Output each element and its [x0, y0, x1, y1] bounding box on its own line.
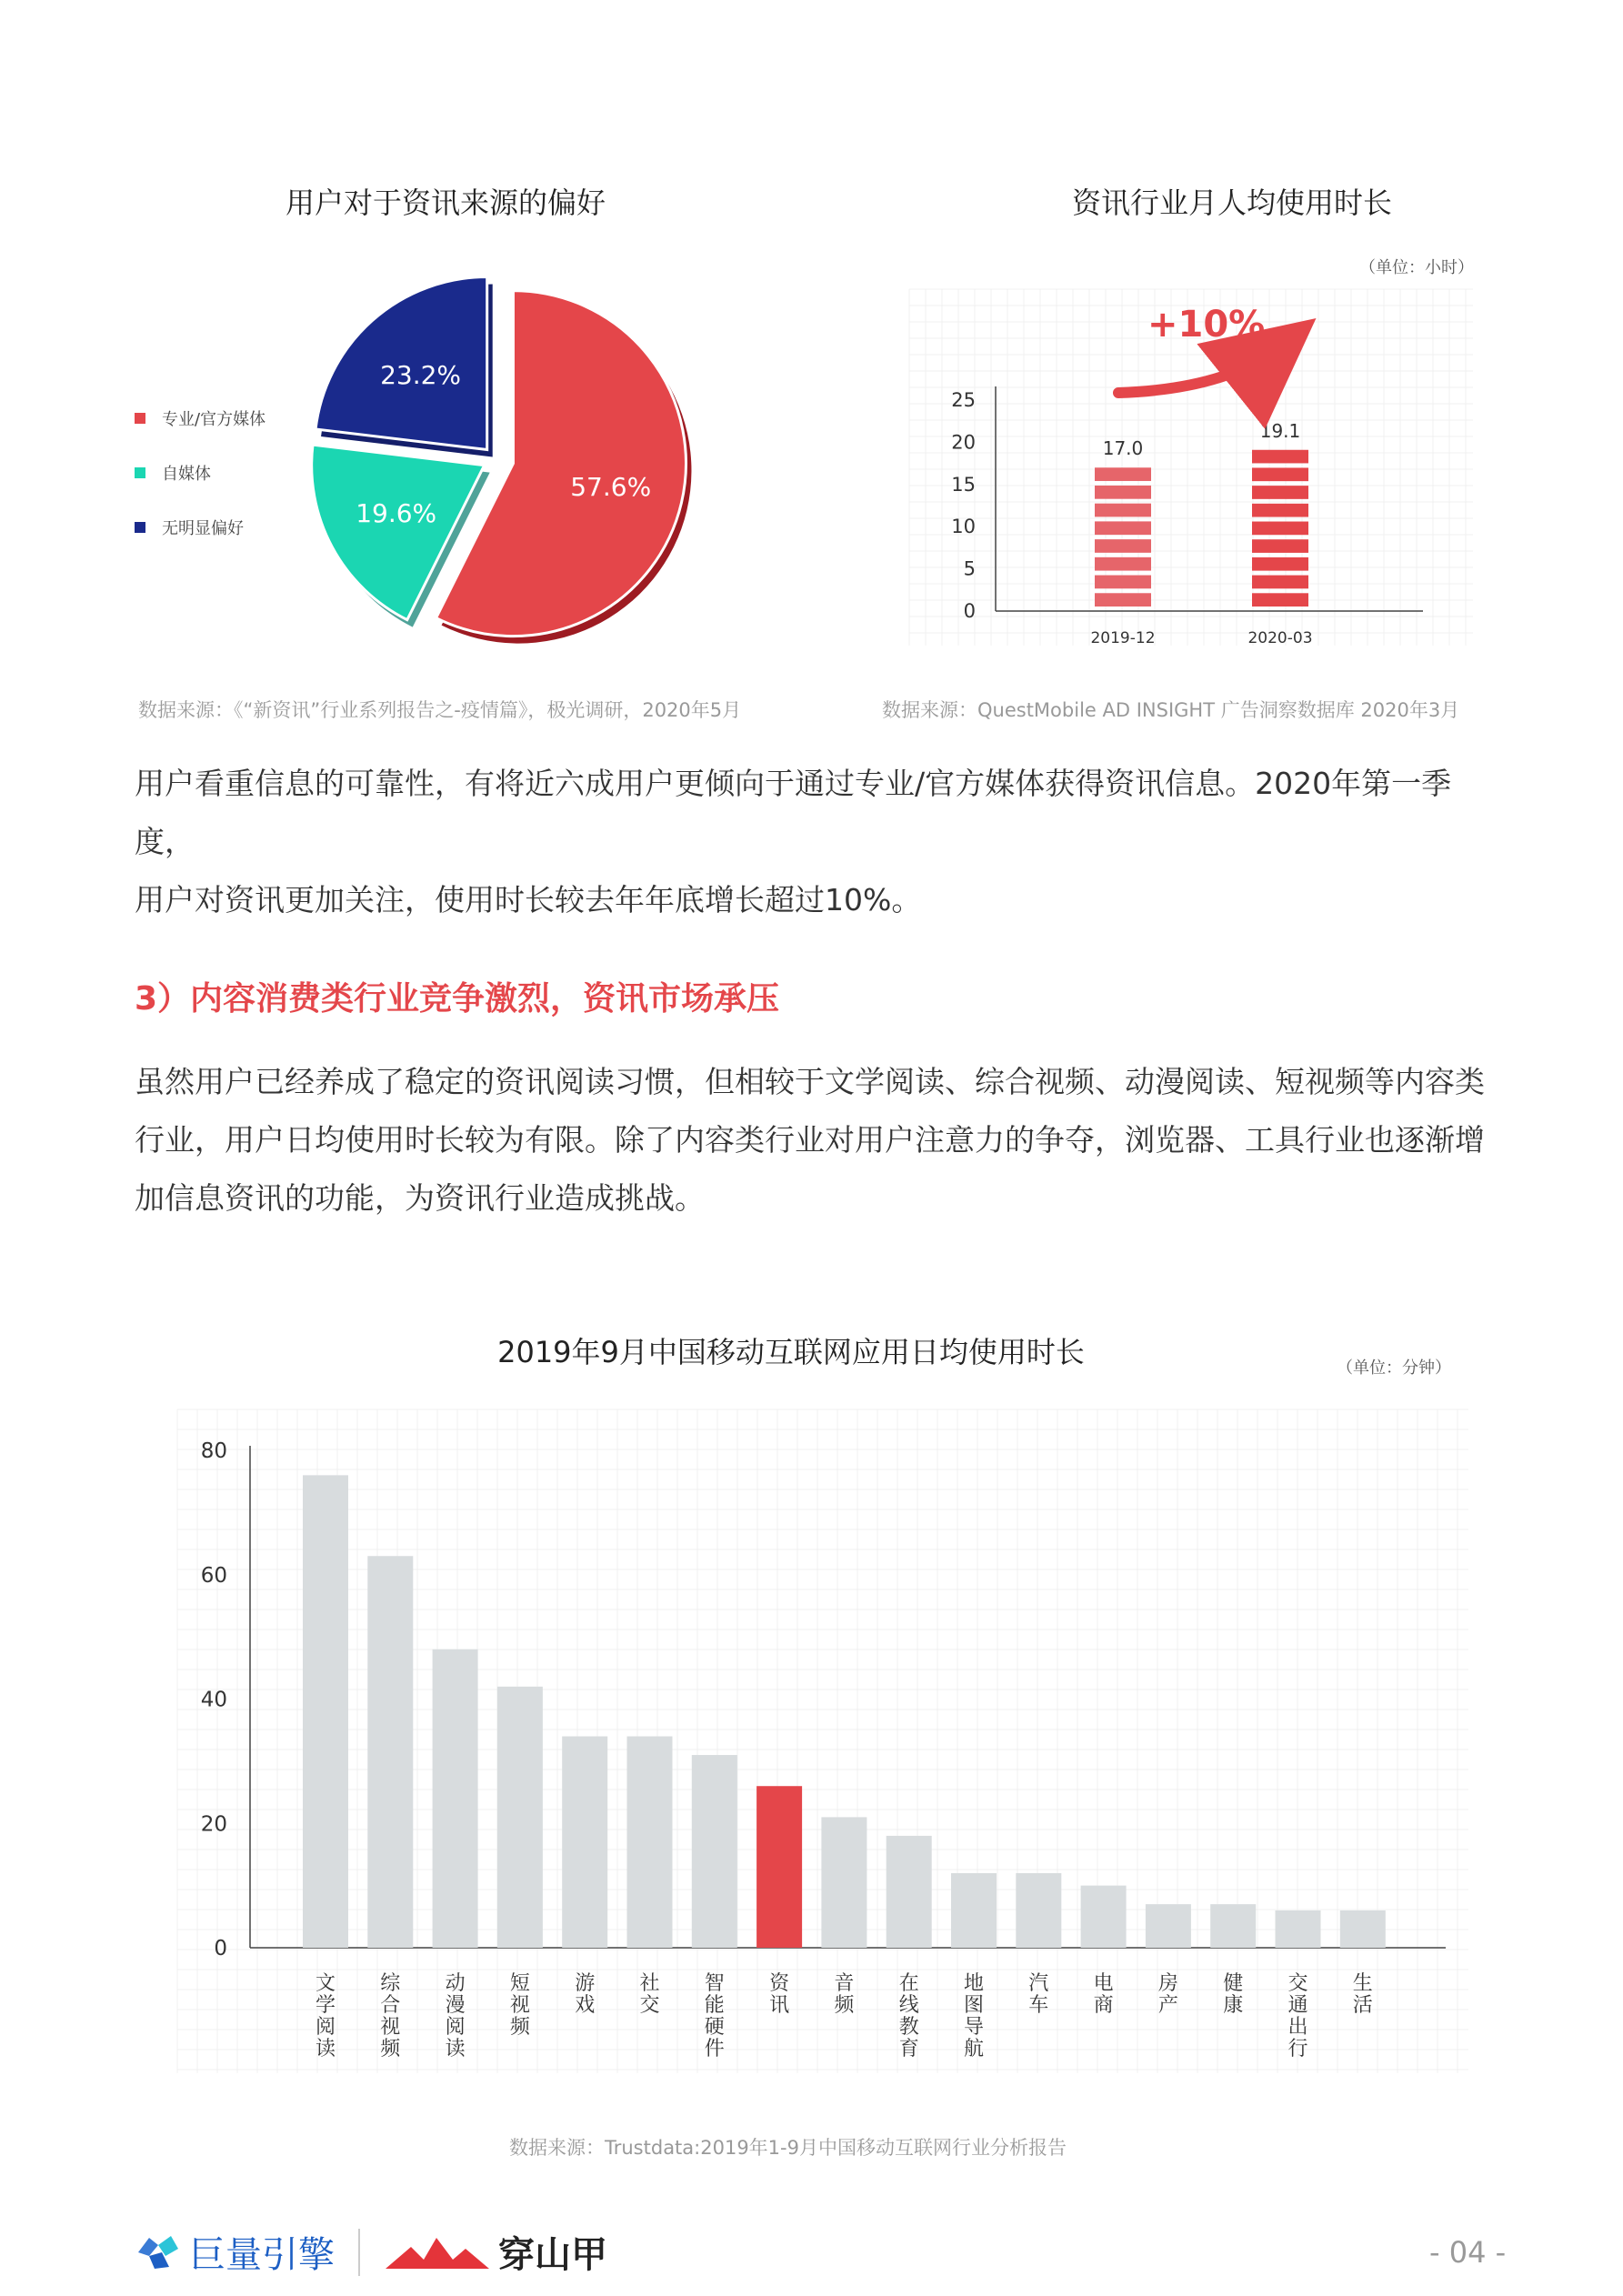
monthly-bar-segment	[1252, 504, 1308, 517]
pangle-logo-text: 穿山甲	[498, 2234, 607, 2276]
daily-bar-8	[821, 1817, 867, 1948]
juliang-engine-logo-icon	[135, 2232, 182, 2272]
pangle-logo-icon	[384, 2232, 491, 2272]
monthly-bar-segment	[1252, 522, 1308, 536]
daily-bar-4	[562, 1737, 607, 1948]
section-3-title: 3）内容消费类行业竞争激烈，资讯市场承压	[135, 980, 780, 1018]
daily-chart-title: 2019年9月中国移动互联网应用日均使用时长	[497, 1335, 1085, 1369]
section-3-paragraph	[135, 1053, 1498, 1228]
daily-bar-1	[367, 1556, 413, 1948]
juliang-engine-logo-text: 巨量引擎	[189, 2234, 335, 2276]
daily-bar-5	[627, 1737, 673, 1948]
daily-x-tick-7: 资讯	[769, 1972, 790, 2017]
monthly-y-tick: 25	[951, 389, 976, 411]
legend-item-professional	[135, 391, 265, 446]
daily-x-tick-9: 在线教育	[898, 1972, 919, 2060]
pie-label-2: 23.2%	[380, 360, 462, 391]
monthly-value-label-1: 19.1	[1259, 419, 1301, 442]
legend-item-no-preference	[135, 500, 265, 555]
page-number: - 04 -	[1429, 2235, 1507, 2270]
daily-x-tick-1: 综合视频	[380, 1972, 401, 2060]
monthly-bar-segment	[1095, 557, 1151, 571]
daily-x-tick-11: 汽车	[1028, 1972, 1049, 2017]
monthly-bar-segment	[1252, 593, 1308, 607]
daily-x-tick-15: 交通出行	[1287, 1972, 1308, 2060]
legend-swatch-self-media	[135, 467, 145, 478]
monthly-y-tick: 10	[951, 516, 976, 538]
daily-bar-13	[1146, 1904, 1191, 1948]
legend-label-no-preference: 无明显偏好	[162, 519, 244, 538]
pie-label-1: 19.6%	[356, 497, 437, 528]
daily-y-tick: 60	[200, 1563, 227, 1588]
footer-logos	[135, 2226, 607, 2278]
daily-x-tick-13: 房产	[1157, 1972, 1178, 2017]
daily-x-tick-12: 电商	[1093, 1972, 1114, 2017]
daily-x-tick-8: 音频	[834, 1972, 855, 2017]
monthly-bar-segment	[1095, 539, 1151, 553]
daily-bar-10	[951, 1873, 997, 1948]
daily-bar-9	[887, 1836, 932, 1948]
section-3-line-2: 行业，用户日均使用时长较为有限。除了内容类行业对用户注意力的争夺，浏览器、工具行业也逐渐增	[135, 1122, 1485, 1158]
monthly-bar-segment	[1252, 467, 1308, 481]
monthly-bar-segment	[1252, 557, 1308, 571]
monthly-bar-0	[1095, 467, 1151, 607]
monthly-bar-segment	[1252, 450, 1308, 464]
daily-x-tick-0: 文学阅读	[315, 1972, 336, 2060]
footer-divider	[358, 2229, 360, 2276]
pie-legend	[135, 391, 265, 555]
monthly-bar-segment	[1095, 504, 1151, 517]
daily-x-tick-5: 社交	[639, 1972, 660, 2017]
section-3-line-3: 加信息资讯的功能，为资讯行业造成挑战。	[135, 1180, 705, 1216]
section-3-line-1: 虽然用户已经养成了稳定的资讯阅读习惯，但相较于文学阅读、综合视频、动漫阅读、短视频等内容类	[135, 1064, 1485, 1099]
daily-x-tick-3: 短视频	[509, 1972, 530, 2039]
daily-y-tick: 80	[200, 1439, 227, 1463]
daily-y-tick: 0	[214, 1937, 227, 1960]
monthly-bar-segment	[1252, 539, 1308, 553]
daily-bar-6	[692, 1755, 737, 1948]
daily-bar-16	[1340, 1910, 1386, 1948]
daily-x-tick-14: 健康	[1223, 1972, 1244, 2017]
daily-bar-3	[497, 1687, 543, 1948]
daily-bar-0	[303, 1475, 348, 1948]
pie-label-0: 57.6%	[570, 471, 652, 502]
daily-y-tick: 40	[200, 1688, 227, 1712]
daily-chart-source: 数据来源：Trustdata:2019年1-9月中国移动互联网行业分析报告	[509, 2137, 1067, 2159]
pie-chart-source: 数据来源：《“新资讯”行业系列报告之-疫情篇》，极光调研，2020年5月	[138, 699, 742, 721]
daily-x-tick-10: 地图导航	[963, 1972, 985, 2060]
paragraph-1	[135, 755, 1498, 929]
daily-x-tick-4: 游戏	[575, 1972, 596, 2017]
monthly-bar-segment	[1252, 576, 1308, 589]
monthly-bar-segment	[1095, 521, 1151, 535]
daily-bar-chart	[173, 1405, 1473, 2078]
pie-chart	[300, 264, 709, 673]
monthly-x-tick-0: 2019-12	[1090, 629, 1156, 647]
legend-label-professional: 专业/官方媒体	[162, 410, 266, 429]
monthly-chart-unit: （单位：小时）	[1359, 258, 1474, 277]
monthly-chart-source: 数据来源：QuestMobile AD INSIGHT 广告洞察数据库 2020年3月	[882, 699, 1460, 721]
monthly-bar-segment	[1095, 576, 1151, 589]
monthly-bar-1	[1252, 450, 1308, 607]
daily-bar-14	[1210, 1904, 1256, 1948]
daily-bar-11	[1016, 1873, 1061, 1948]
paragraph-1-line-2: 用户对资讯更加关注，使用时长较去年年底增长超过10%。	[135, 882, 922, 917]
daily-bar-12	[1081, 1886, 1127, 1948]
paragraph-1-line-1: 用户看重信息的可靠性，有将近六成用户更倾向于通过专业/官方媒体获得资讯信息。2020年第一季度，	[135, 766, 1452, 859]
daily-y-tick: 20	[200, 1812, 227, 1837]
monthly-bar-segment	[1095, 593, 1151, 607]
daily-x-tick-6: 智能硬件	[704, 1972, 725, 2060]
daily-x-tick-16: 生活	[1352, 1972, 1373, 2017]
daily-x-tick-2: 动漫阅读	[445, 1972, 466, 2060]
daily-bar-7	[756, 1786, 802, 1948]
monthly-chart-title: 资讯行业月人均使用时长	[1071, 185, 1392, 220]
monthly-y-tick: 0	[963, 600, 976, 622]
legend-swatch-no-preference	[135, 522, 145, 533]
monthly-value-label-0: 17.0	[1102, 437, 1144, 460]
pie-chart-title: 用户对于资讯来源的偏好	[285, 185, 606, 220]
daily-chart-unit: （单位：分钟）	[1337, 1359, 1451, 1378]
legend-item-self-media	[135, 446, 265, 500]
daily-bar-2	[433, 1649, 478, 1948]
daily-bar-15	[1276, 1910, 1321, 1948]
growth-arrow-icon	[1118, 346, 1282, 393]
monthly-y-tick: 20	[951, 431, 976, 454]
legend-label-self-media: 自媒体	[162, 465, 211, 484]
monthly-bar-segment	[1095, 486, 1151, 499]
growth-label: +10%	[1147, 304, 1266, 346]
monthly-y-tick: 15	[951, 473, 976, 496]
monthly-bar-segment	[1252, 486, 1308, 499]
monthly-bar-segment	[1095, 467, 1151, 481]
legend-swatch-professional	[135, 413, 145, 424]
monthly-x-tick-1: 2020-03	[1247, 629, 1313, 647]
monthly-y-tick: 5	[963, 557, 976, 580]
